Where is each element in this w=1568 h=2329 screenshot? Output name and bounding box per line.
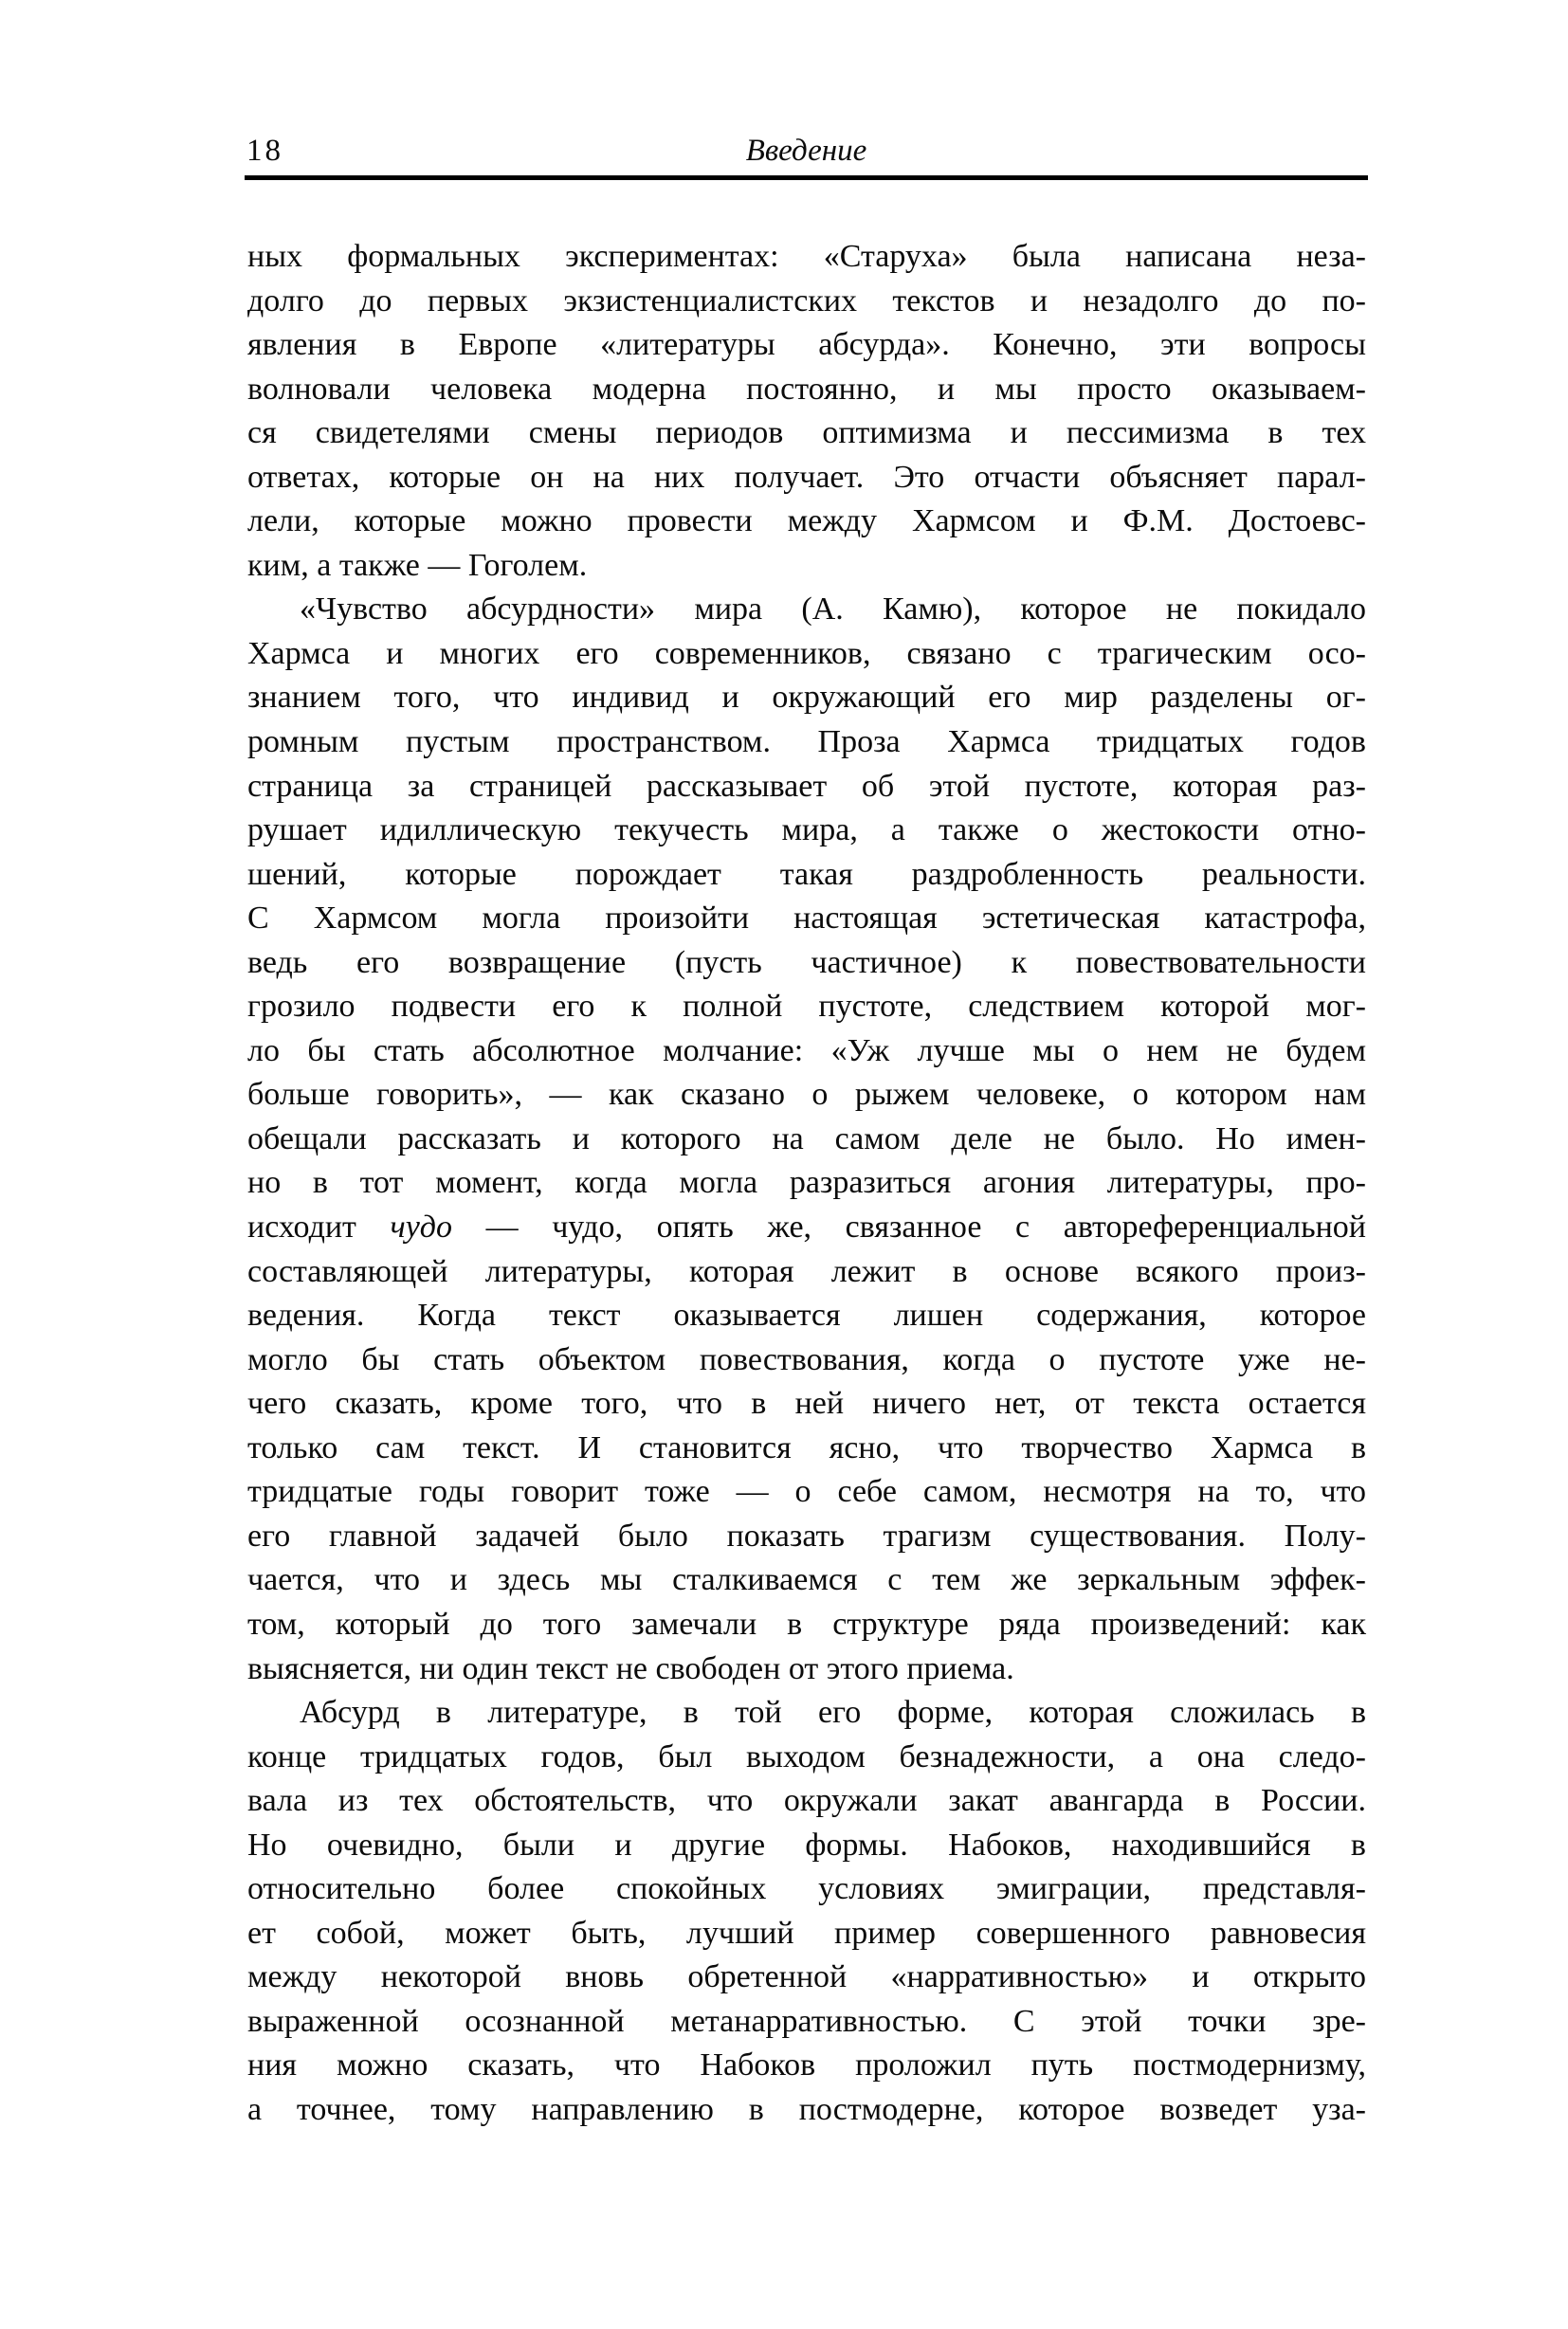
text-line: а точнее, тому направлению в постмодерне, которое возведет уза- xyxy=(247,2091,1366,2127)
text-line: ло бы стать абсолютное молчание: «Уж лучше мы о нем не будем xyxy=(247,1032,1366,1068)
text-line: знанием того, что индивид и окружающий его мир разделены ог- xyxy=(247,680,1366,716)
text-line: его главной задачей было показать трагизм существования. Полу- xyxy=(247,1518,1366,1554)
text-line: явления в Европе «литературы абсурда». Конечно, эти вопросы xyxy=(247,327,1366,363)
text-line: грозило подвести его к полной пустоте, следствием которой мог- xyxy=(247,989,1366,1025)
text-line: ведения. Когда текст оказывается лишен содержания, которое xyxy=(247,1298,1366,1334)
text-line: могло бы стать объектом повествования, когда о пустоте уже не- xyxy=(247,1341,1366,1377)
emphasized-word: чудо xyxy=(390,1210,452,1246)
text-line: выраженной осознанной метанарративностью. С этой точки зре- xyxy=(247,2003,1366,2039)
text-line: волновали человека модерна постоянно, и мы просто оказываем- xyxy=(247,371,1366,407)
text-line: лели, которые можно провести между Хармсом и Ф.М. Достоевс- xyxy=(247,503,1366,539)
text-line: «Чувство абсурдности» мира (А. Камю), которое не покидало xyxy=(300,591,1366,628)
text-line: только сам текст. И становится ясно, что творчество Хармса в xyxy=(247,1429,1366,1465)
text-line: долго до первых экзистенциалистских текстов и незадолго до по- xyxy=(247,282,1366,318)
text-line: ромным пустым пространством. Проза Хармса тридцатых годов xyxy=(247,724,1366,760)
text-line: обещали рассказать и которого на самом деле не было. Но имен- xyxy=(247,1120,1366,1156)
text-line: Но очевидно, были и другие формы. Набоков, находившийся в xyxy=(247,1827,1366,1863)
text-line: выясняется, ни один текст не свободен от этого приема. xyxy=(247,1650,1014,1686)
text-line: ет собой, может быть, лучший пример совершенного равновесия xyxy=(247,1915,1366,1951)
text-line: ответах, которые он на них получает. Это отчасти объясняет парал- xyxy=(247,459,1366,495)
body-text xyxy=(247,235,1366,2133)
text-line: больше говорить», — как сказано о рыжем человеке, о котором нам xyxy=(247,1077,1366,1113)
text-line: чается, что и здесь мы сталкиваемся с тем же зеркальным эффек- xyxy=(247,1562,1366,1598)
page-header xyxy=(246,131,1366,171)
header-rule xyxy=(245,175,1368,180)
text-line: шений, которые порождает такая раздробленность реальности. xyxy=(247,856,1366,892)
page-number: 18 xyxy=(246,134,283,168)
text-line: тридцатые годы говорит тоже — о себе самом, несмотря на то, что xyxy=(247,1474,1366,1510)
text-line: относительно более спокойных условиях эмиграции, представля- xyxy=(247,1871,1366,1907)
text-line: С Хармсом могла произойти настоящая эстетическая катастрофа, xyxy=(247,901,1366,937)
text-line: составляющей литературы, которая лежит в основе всякого произ- xyxy=(247,1253,1366,1289)
text-line: ся свидетелями смены периодов оптимизма и пессимизма в тех xyxy=(247,415,1366,451)
text-line: но в тот момент, когда могла разразиться агония литературы, про- xyxy=(247,1165,1366,1201)
text-line: ных формальных экспериментах: «Старуха» была написана неза- xyxy=(247,239,1366,274)
text-line: ким, а также — Гоголем. xyxy=(247,547,588,583)
text-line xyxy=(247,1206,1366,1250)
text-line: конце тридцатых годов, был выходом безнадежности, а она следо- xyxy=(247,1738,1366,1774)
text-line: вала из тех обстоятельств, что окружали закат авангарда в России. xyxy=(247,1783,1366,1819)
text-segment: — чудо, опять же, связанное с автореференциальной xyxy=(451,1210,1366,1246)
text-line: страница за страницей рассказывает об этой пустоте, которая раз- xyxy=(247,768,1366,804)
text-segment: исходит xyxy=(247,1210,391,1246)
text-line: Абсурд в литературе, в той его форме, которая сложилась в xyxy=(300,1695,1366,1731)
running-title: Введение xyxy=(745,134,867,168)
text-line: Хармса и многих его современников, связано с трагическим осо- xyxy=(247,635,1366,671)
text-line: том, который до того замечали в структуре ряда произведений: как xyxy=(247,1606,1366,1642)
text-line: чего сказать, кроме того, что в ней ничего нет, от текста остается xyxy=(247,1386,1366,1422)
text-line: рушает идиллическую текучесть мира, а также о жестокости отно- xyxy=(247,812,1366,848)
text-line: между некоторой вновь обретенной «нарративностью» и открыто xyxy=(247,1959,1366,1995)
text-line: ведь его возвращение (пусть частичное) к повествовательности xyxy=(247,944,1366,980)
text-line: ния можно сказать, что Набоков проложил путь постмодернизму, xyxy=(247,2047,1366,2083)
